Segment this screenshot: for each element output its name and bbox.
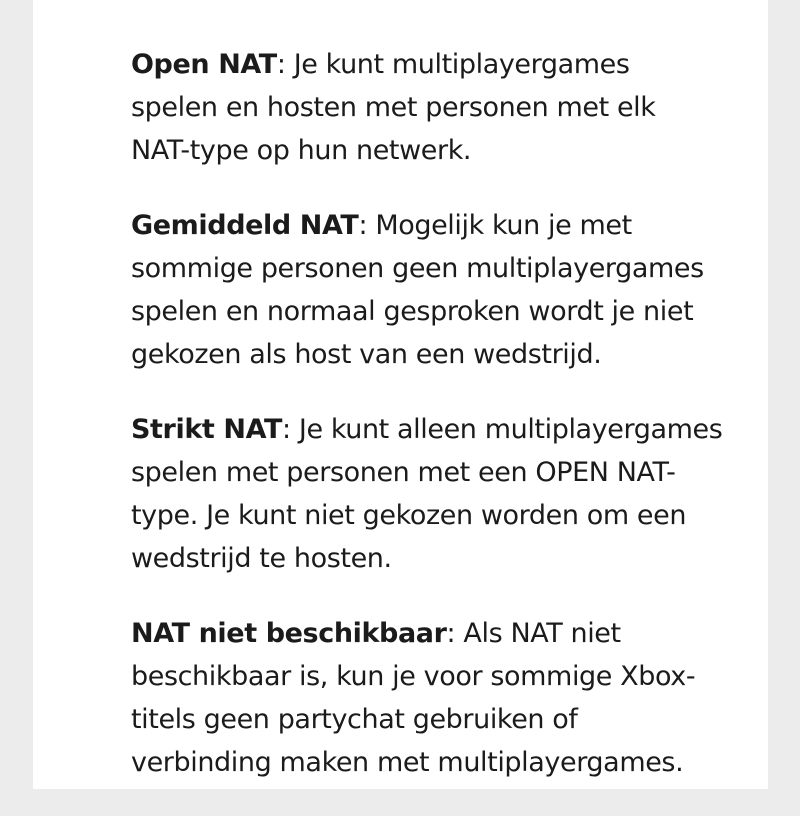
- nat-moderate-description: : Mogelijk kun je met sommige personen geen multiplayergames spelen en normaal gesproken wordt je niet gekozen als host van een wedstrijd.: [131, 210, 704, 370]
- article-page: [33, 0, 768, 789]
- nat-strict-paragraph: [131, 408, 751, 580]
- nat-moderate-paragraph: [131, 204, 751, 376]
- nat-unavailable-term: NAT niet beschikbaar: [131, 618, 447, 649]
- nat-unavailable-paragraph: [131, 612, 751, 784]
- nat-open-paragraph: [131, 43, 751, 172]
- nat-unavailable-description: : Als NAT niet beschikbaar is, kun je voor sommige Xbox- titels geen partychat gebruiken of verbinding maken met multiplayergames.: [131, 618, 696, 778]
- nat-types-list: [131, 43, 751, 816]
- nat-strict-term: Strikt NAT: [131, 414, 282, 445]
- nat-strict-description: : Je kunt alleen multiplayergames spelen met personen met een OPEN NAT- type. Je kunt niet gekozen worden om een wedstrijd te hosten.: [131, 414, 723, 574]
- nat-moderate-term: Gemiddeld NAT: [131, 210, 359, 241]
- nat-open-term: Open NAT: [131, 49, 277, 80]
- nat-open-description: : Je kunt multiplayergames spelen en hosten met personen met elk NAT-type op hun netwerk.: [131, 49, 656, 166]
